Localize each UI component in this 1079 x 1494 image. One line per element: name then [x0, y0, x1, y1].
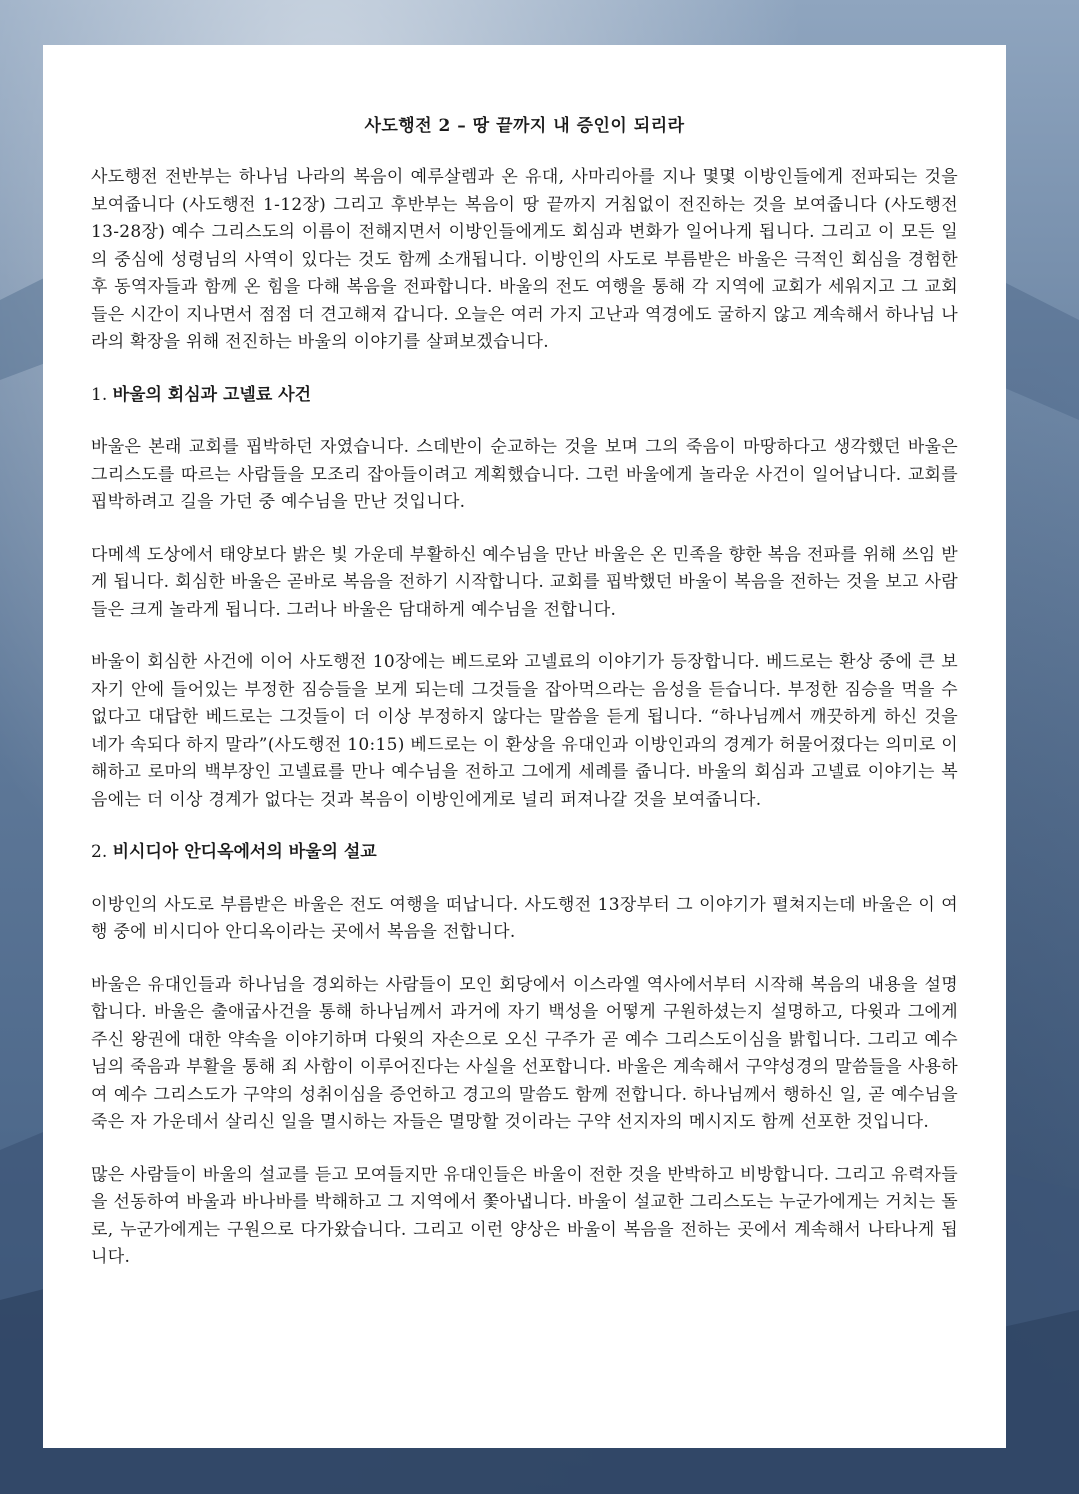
section-2-paragraph-3: 많은 사람들이 바울의 설교를 듣고 모여들지만 유대인들은 바울이 전한 것을 반박하고 비방합니다. 그리고 유력자들을 선동하여 바울과 바나바를 박해하고 그 지역에서 쫓아냅니다. 바울이 설교한 그리스도는 누군가에게는 거치는 돌로, 누군가에게는 구원으로 다가왔습니다. 그리고 이런 양상은 바울이 복음을 전하는 곳에서 계속해서 나타나게 됩니다. [91, 1164, 958, 1267]
section-1-paragraph-3: 바울이 회심한 사건에 이어 사도행전 10장에는 베드로와 고넬료의 이야기가 등장합니다. 베드로는 환상 중에 큰 보자기 안에 들어있는 부정한 짐승들을 보게 되는데 그것들을 잡아먹으라는 음성을 듣습니다. 부정한 짐승을 먹을 수 없다고 대답한 베드로는 그것들이 더 이상 부정하지 않다는 말씀을 듣게 됩니다. “하나님께서 깨끗하게 하신 것을 네가 속되다 하지 말라”(사도행전 10:15) 베드로는 이 환상을 유대인과 이방인과의 경계가 허물어졌다는 의미로 이해하고 로마의 백부장인 고넬료를 만나 예수님을 전하고 그에게 세례를 줍니다. 바울의 회심과 고넬료 이야기는 복음에는 더 이상 경계가 없다는 것과 복음이 이방인에게로 널리 퍼져나갈 것을 보여줍니다. [91, 652, 958, 810]
intro-paragraph: 사도행전 전반부는 하나님 나라의 복음이 예루살렘과 온 유대, 사마리아를 지나 몇몇 이방인들에게 전파되는 것을 보여줍니다 (사도행전 1-12장) 그리고 후반부는 복음이 땅 끝까지 거침없이 전진하는 것을 보여줍니다 (사도행전 13-28장) 예수 그리스도의 이름이 전해지면서 이방인들에게도 회심과 변화가 일어나게 됩니다. 그리고 이 모든 일의 중심에 성령님의 사역이 있다는 것도 함께 소개됩니다. 이방인의 사도로 부름받은 바울은 극적인 회심을 경험한 후 동역자들과 함께 온 힘을 다해 복음을 전파합니다. 바울의 전도 여행을 통해 각 지역에 교회가 세워지고 그 교회들은 시간이 지나면서 점점 더 견고해져 갑니다. 오늘은 여러 가지 고난과 역경에도 굴하지 않고 계속해서 하나님 나라의 확장을 위해 전진하는 바울의 이야기를 살펴보겠습니다. [91, 167, 959, 352]
section-1-paragraph-2: 다메섹 도상에서 태양보다 밝은 빛 가운데 부활하신 예수님을 만난 바울은 온 민족을 향한 복음 전파를 위해 쓰임 받게 됩니다. 회심한 바울은 곧바로 복음을 전하기 시작합니다. 교회를 핍박했던 바울이 복음을 전하는 것을 보고 사람들은 크게 놀라게 됩니다. 그러나 바울은 담대하게 예수님을 전합니다. [91, 544, 958, 620]
section-1-title: 바울의 회심과 고넬료 사건 [112, 384, 312, 405]
document-page [43, 45, 1006, 1448]
section-2-title: 비시디아 안디옥에서의 바울의 설교 [112, 842, 377, 862]
document-title: 사도행전 2 – 땅 끝까지 내 증인이 되리라 [364, 116, 685, 136]
section-1-paragraph-1: 바울은 본래 교회를 핍박하던 자였습니다. 스데반이 순교하는 것을 보며 그의 죽음이 마땅하다고 생각했던 바울은 그리스도를 따르는 사람들을 모조리 잡아들이려고 계획했습니다. 그런 바울에게 놀라운 사건이 일어납니다. 교회를 핍박하려고 길을 가던 중 예수님을 만난 것입니다. [91, 437, 958, 512]
section-2-number: 2. [91, 842, 113, 862]
section-1-heading [91, 382, 958, 410]
section-2-paragraph-2: 바울은 유대인들과 하나님을 경외하는 사람들이 모인 회당에서 이스라엘 역사에서부터 시작해 복음의 내용을 설명합니다. 바울은 출애굽사건을 통해 하나님께서 과거에 자기 백성을 어떻게 구원하셨는지 설명하고, 다윗과 그에게 주신 왕권에 대한 약속을 이야기하며 다윗의 자손으로 오신 구주가 곧 예수 그리스도이심을 밝힙니다. 그리고 예수님의 죽음과 부활을 통해 죄 사함이 이루어진다는 사실을 선포합니다. 바울은 계속해서 구약성경의 말씀들을 사용하여 예수 그리스도가 구약의 성취이심을 증언하고 경고의 말씀도 함께 전합니다. 하나님께서 행하신 일, 곧 예수님을 죽은 자 가운데서 살리신 일을 멸시하는 자들은 멸망할 것이라는 구약 선지자의 메시지도 함께 선포한 것입니다. [91, 974, 958, 1132]
section-2-heading [91, 839, 958, 867]
section-2-paragraph-1: 이방인의 사도로 부름받은 바울은 전도 여행을 떠납니다. 사도행전 13장부터 그 이야기가 펼쳐지는데 바울은 이 여행 중에 비시디아 안디옥이라는 곳에서 복음을 전합니다. [91, 894, 958, 942]
section-1-number: 1. [91, 384, 113, 405]
